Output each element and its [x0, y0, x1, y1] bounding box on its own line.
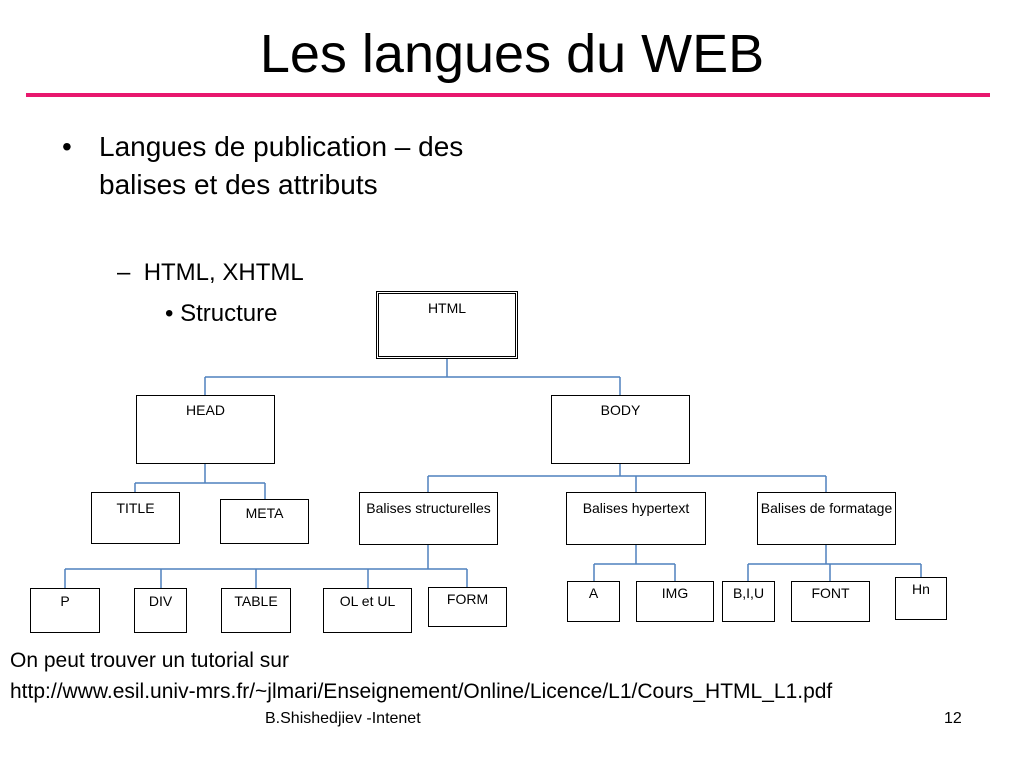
bullet-level1-text: Langues de publication – des balises et des attributs: [99, 131, 464, 200]
bullet-level2-text: HTML, XHTML: [143, 259, 304, 286]
bullet-dash: –: [117, 259, 144, 286]
node-img: IMG: [636, 581, 714, 622]
bullet-level3-text: Structure: [180, 300, 278, 327]
node-balises-structurelles: Balises structurelles: [359, 492, 498, 545]
tutorial-link[interactable]: http://www.esil.univ-mrs.fr/~jlmari/Enseignement/Online/Licence/L1/Cours_HTML_L1.pdf: [10, 680, 833, 703]
node-div: DIV: [134, 588, 187, 633]
node-biu: B,I,U: [722, 581, 775, 622]
tutorial-note-text: On peut trouver un tutorial sur: [10, 649, 289, 672]
node-hn: Hn: [895, 577, 947, 620]
node-form: FORM: [428, 587, 507, 627]
node-font: FONT: [791, 581, 870, 622]
footer-author: B.Shishedjiev -Intenet: [265, 710, 421, 727]
tutorial-note: [10, 645, 832, 707]
node-a: A: [567, 581, 620, 622]
slide-title: Les langues du WEB: [259, 24, 765, 84]
node-html: HTML: [376, 291, 518, 359]
node-balises-formatage: Balises de formatage: [757, 492, 896, 545]
page-number: 12: [944, 710, 962, 727]
node-title: TITLE: [91, 492, 180, 544]
node-ol-ul: OL et UL: [323, 588, 412, 633]
bullet-dot: •: [62, 131, 72, 162]
node-head: HEAD: [136, 395, 275, 464]
node-table: TABLE: [221, 588, 291, 633]
node-meta: META: [220, 499, 309, 544]
node-p: P: [30, 588, 100, 633]
bullet-dot-small: •: [165, 300, 181, 327]
node-balises-hypertext: Balises hypertext: [566, 492, 706, 545]
node-body: BODY: [551, 395, 690, 464]
